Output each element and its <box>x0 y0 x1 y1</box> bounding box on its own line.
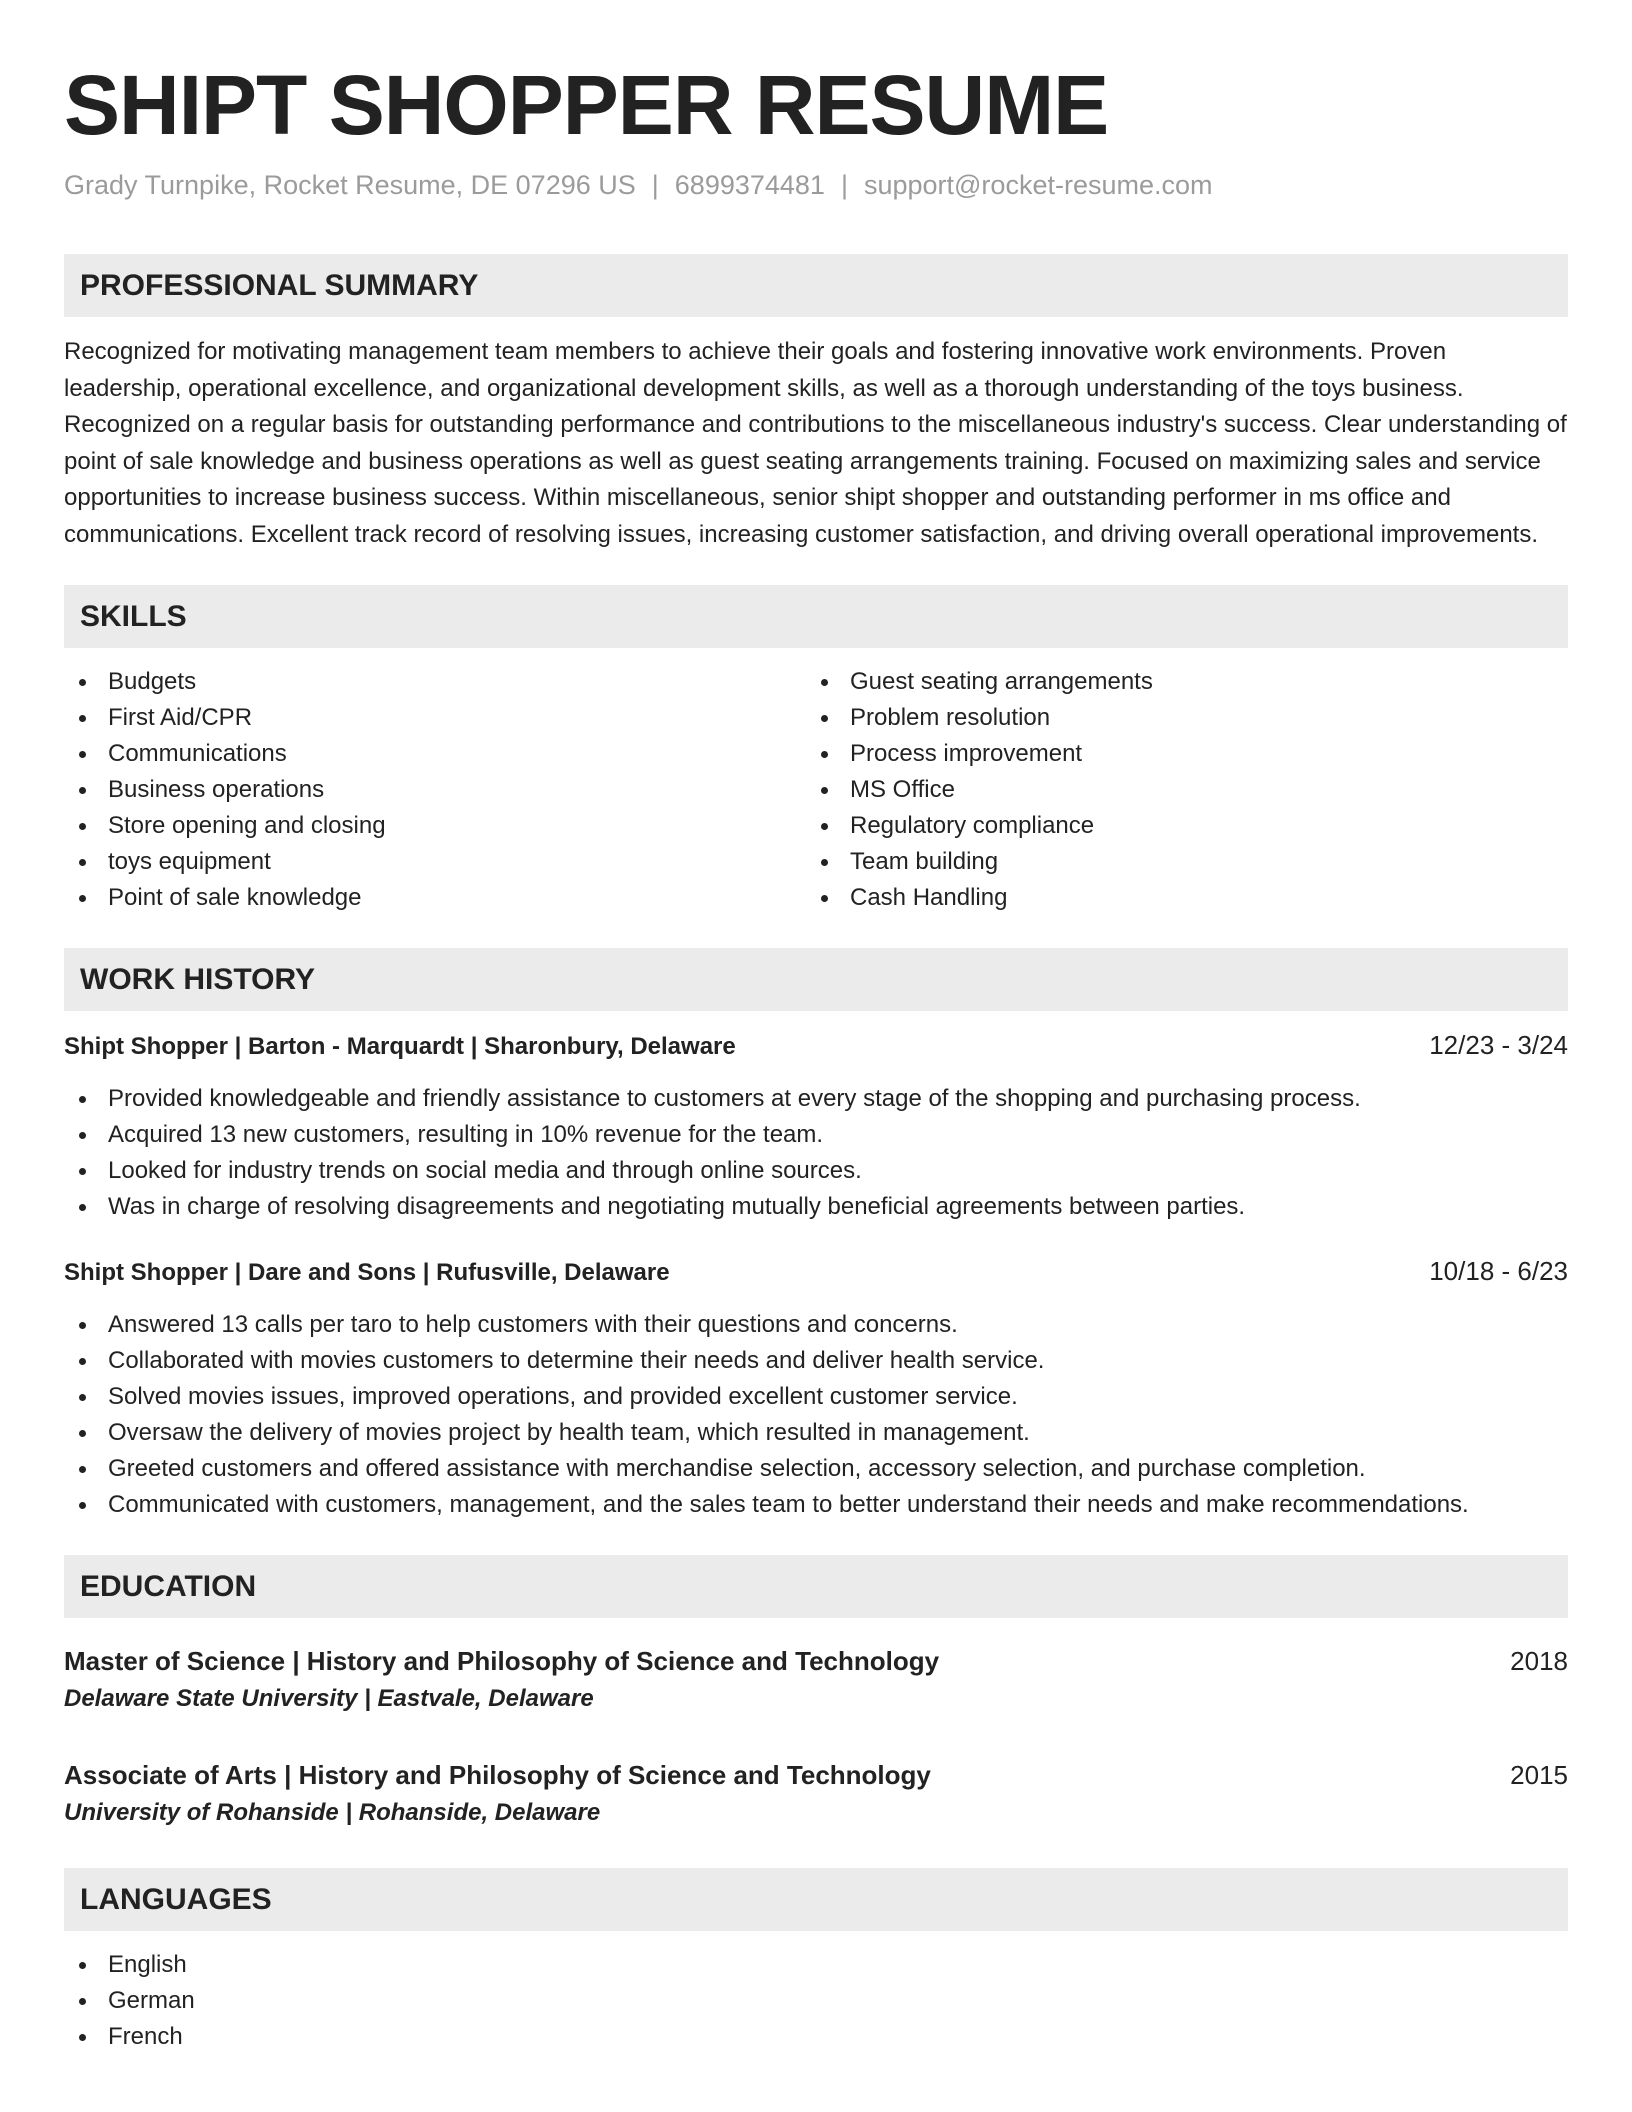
education-header <box>64 1756 1568 1794</box>
section-heading-summary: PROFESSIONAL SUMMARY <box>64 254 1568 317</box>
job-bullet: Answered 13 calls per taro to help customers with their questions and concerns. <box>64 1307 1568 1343</box>
education-degree: Associate of Arts | History and Philosophy of Science and Technology <box>64 1760 931 1790</box>
skill-item: Problem resolution <box>806 700 1548 736</box>
education-header <box>64 1642 1568 1680</box>
job-title: Shipt Shopper | Dare and Sons | Rufusville, Delaware <box>64 1259 670 1286</box>
summary-text: Recognized for motivating management team members to achieve their goals and fostering innovative work environments. Proven leadership, operational excellence, and organizational development skills, as well as a thorough understanding of the toys business. Recognized on a regular basis for outstanding performance and contributions to the miscellaneous industry's success. Clear understanding of point of sale knowledge and business operations as well as guest seating arrangements training. Focused on maximizing sales and service opportunities to increase business success. Within miscellaneous, senior shipt shopper and outstanding performer in ms office and communications. Excellent track record of resolving issues, increasing customer satisfaction, and driving overall operational improvements. <box>64 338 1567 548</box>
job-bullet: Communicated with customers, management, and the sales team to better understand their needs and make recommendations. <box>64 1487 1568 1523</box>
job-entry <box>64 1253 1568 1523</box>
job-dates: 12/23 - 3/24 <box>1429 1030 1568 1060</box>
section-heading-languages: LANGUAGES <box>64 1868 1568 1931</box>
job-bullets <box>64 1307 1568 1523</box>
skill-item: Budgets <box>64 664 806 700</box>
job-bullets <box>64 1081 1568 1225</box>
job-bullet: Provided knowledgeable and friendly assistance to customers at every stage of the shopping and purchasing process. <box>64 1081 1568 1117</box>
skill-item: First Aid/CPR <box>64 700 806 736</box>
contact-phone: 6899374481 <box>674 170 825 200</box>
contact-line <box>64 168 1568 202</box>
skills-column-right <box>806 664 1548 916</box>
job-dates: 10/18 - 6/23 <box>1429 1256 1568 1286</box>
education-entry <box>64 1756 1568 1832</box>
skill-item: Communications <box>64 736 806 772</box>
job-bullet: Solved movies issues, improved operations, and provided excellent customer service. <box>64 1379 1568 1415</box>
skill-item: Store opening and closing <box>64 808 806 844</box>
job-bullet: Collaborated with movies customers to determine their needs and deliver health service. <box>64 1343 1568 1379</box>
job-bullet: Acquired 13 new customers, resulting in 10% revenue for the team. <box>64 1117 1568 1153</box>
education-entry <box>64 1642 1568 1718</box>
skill-item: toys equipment <box>64 844 806 880</box>
skill-item: Business operations <box>64 772 806 808</box>
language-item: English <box>64 1947 1568 1983</box>
job-entry <box>64 1027 1568 1225</box>
resume-title: SHIPT SHOPPER RESUME <box>64 58 1109 152</box>
section-heading-work-history: WORK HISTORY <box>64 948 1568 1011</box>
skill-item: Cash Handling <box>806 880 1548 916</box>
education-year: 2015 <box>1510 1760 1568 1790</box>
language-item: German <box>64 1983 1568 2019</box>
education-degree: Master of Science | History and Philosophy of Science and Technology <box>64 1646 940 1676</box>
job-bullet: Looked for industry trends on social media and through online sources. <box>64 1153 1568 1189</box>
skill-item: MS Office <box>806 772 1548 808</box>
skill-item: Guest seating arrangements <box>806 664 1548 700</box>
skill-item: Regulatory compliance <box>806 808 1548 844</box>
education-year: 2018 <box>1510 1646 1568 1676</box>
skill-item: Process improvement <box>806 736 1548 772</box>
education-school: Delaware State University | Eastvale, Delaware <box>64 1685 594 1712</box>
section-heading-skills: SKILLS <box>64 585 1568 648</box>
skills-column-left <box>64 664 806 916</box>
skills-grid <box>64 664 1568 916</box>
job-title: Shipt Shopper | Barton - Marquardt | Sharonbury, Delaware <box>64 1033 736 1060</box>
job-bullet: Was in charge of resolving disagreements and negotiating mutually beneficial agreements between parties. <box>64 1189 1568 1225</box>
contact-email: support@rocket-resume.com <box>863 170 1213 200</box>
languages-list <box>64 1947 1568 2055</box>
job-header <box>64 1253 1568 1291</box>
contact-address: Grady Turnpike, Rocket Resume, DE 07296 US <box>64 170 636 200</box>
section-heading-education: EDUCATION <box>64 1555 1568 1618</box>
skill-item: Point of sale knowledge <box>64 880 806 916</box>
education-school: University of Rohanside | Rohanside, Delaware <box>64 1799 601 1826</box>
contact-separator: | <box>840 170 848 200</box>
skill-item: Team building <box>806 844 1548 880</box>
job-header <box>64 1027 1568 1065</box>
job-bullet: Greeted customers and offered assistance with merchandise selection, accessory selection, and purchase completion. <box>64 1451 1568 1487</box>
job-bullet: Oversaw the delivery of movies project by health team, which resulted in management. <box>64 1415 1568 1451</box>
language-item: French <box>64 2019 1568 2055</box>
contact-separator: | <box>651 170 659 200</box>
